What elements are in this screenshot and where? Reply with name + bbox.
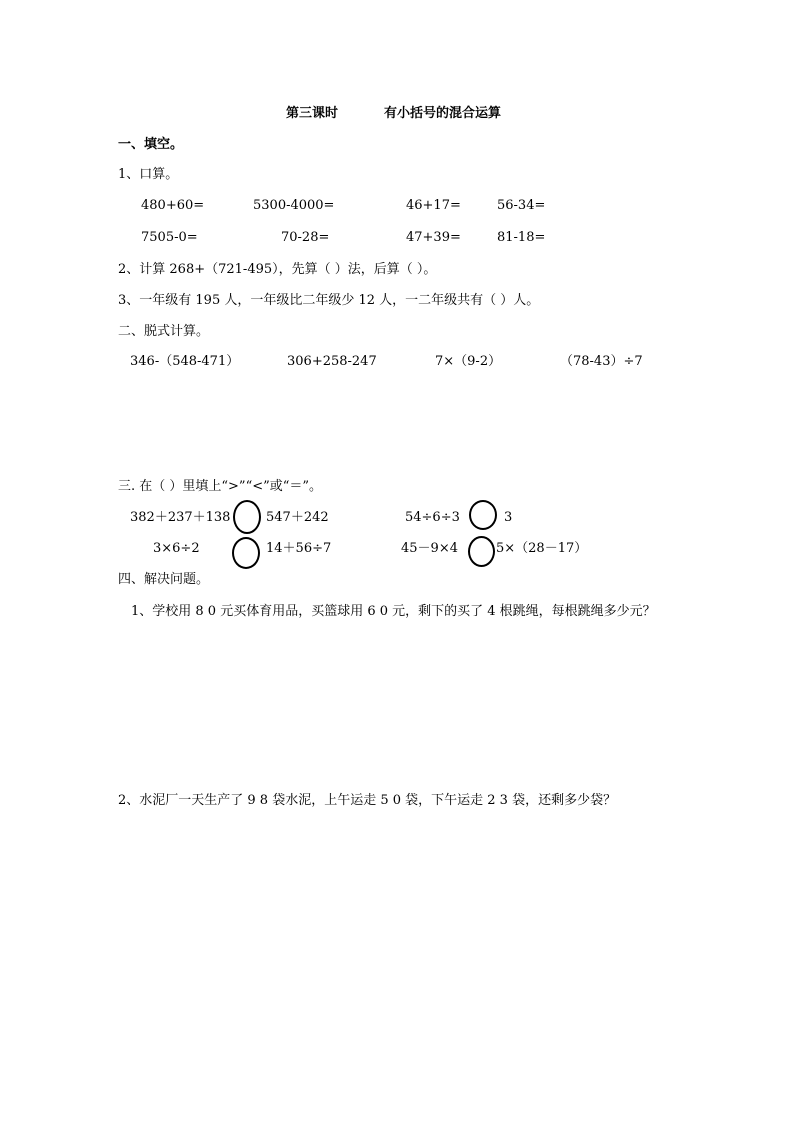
compare-right: 14＋56÷7: [266, 541, 332, 556]
oral-calc-item: 46+17=: [406, 198, 461, 213]
oral-calc-item: 70-28=: [281, 230, 330, 245]
section-2-heading: 二、脱式计算。: [118, 324, 210, 339]
oral-calc-item: 81-18=: [497, 230, 546, 245]
oral-calc-item: 480+60=: [141, 198, 205, 213]
q3-text: 3、一年级有 195 人，一年级比二年级少 12 人，一二年级共有（ ）人。: [118, 293, 540, 308]
compare-answer-circle[interactable]: [233, 500, 261, 534]
compare-answer-circle[interactable]: [232, 537, 260, 569]
compare-right: 3: [504, 510, 513, 525]
compare-left: 3×6÷2: [153, 541, 200, 556]
compare-left: 45－9×4: [401, 541, 458, 556]
compare-answer-circle[interactable]: [468, 536, 495, 567]
compare-left: 382＋237＋138: [130, 510, 231, 525]
oral-calc-item: 7505-0=: [141, 230, 198, 245]
compare-answer-circle[interactable]: [469, 500, 497, 530]
oral-calc-item: 5300-4000=: [253, 198, 335, 213]
page-title: 有小括号的混合运算: [384, 106, 502, 121]
compare-right: 5×（28－17）: [496, 541, 588, 556]
q2-text: 2、计算 268+（721-495），先算（ ）法，后算（ ）。: [118, 262, 437, 277]
step-calc-item: 346-（548-471）: [130, 354, 240, 369]
compare-right: 547＋242: [266, 510, 329, 525]
section-3-heading: 三. 在（ ）里填上“>”“<”或“＝”。: [118, 479, 323, 494]
oral-calc-item: 56-34=: [497, 198, 546, 213]
section-1-heading: 一、填空。: [118, 137, 184, 152]
oral-calc-item: 47+39=: [406, 230, 461, 245]
q1-label: 1、口算。: [118, 167, 179, 182]
step-calc-item: 7×（9-2）: [435, 354, 502, 369]
section-4-heading: 四、解决问题。: [118, 572, 210, 587]
step-calc-item: （78-43）÷7: [560, 354, 643, 369]
word-problem: 2、水泥厂一天生产了 9 8 袋水泥，上午运走 5 0 袋，下午运走 2 3 袋，还剩多少袋？: [118, 793, 617, 808]
step-calc-item: 306+258-247: [287, 354, 377, 369]
compare-left: 54÷6÷3: [405, 510, 460, 525]
lesson-number: 第三课时: [286, 106, 339, 121]
word-problem: 1、学校用 8 0 元买体育用品，买篮球用 6 0 元，剩下的买了 4 根跳绳，每根跳绳多少元？: [131, 604, 656, 619]
